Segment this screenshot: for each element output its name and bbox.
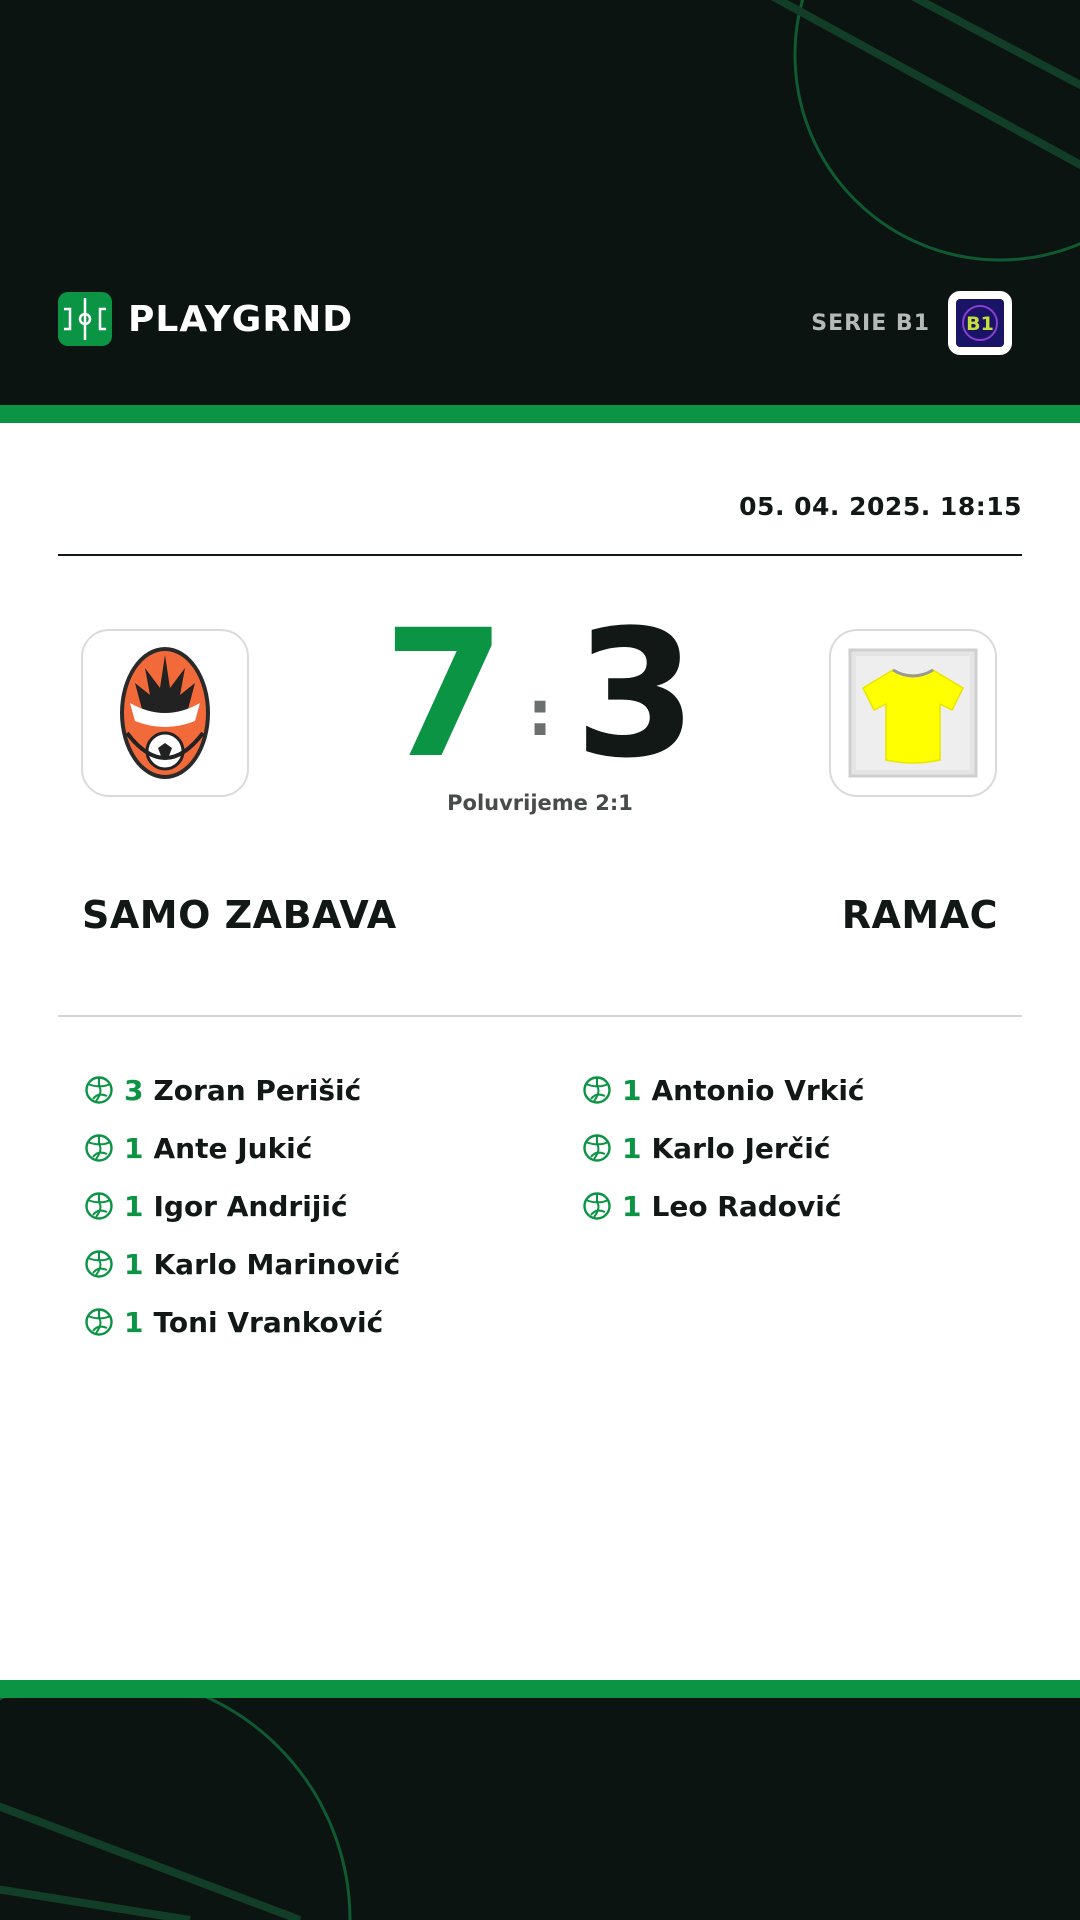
- goal-count: 1: [622, 1189, 642, 1223]
- league-logo-text: B1: [966, 313, 994, 335]
- scorer-name: Toni Vranković: [153, 1305, 384, 1339]
- home-team-name[interactable]: SAMO ZABAVA: [82, 893, 397, 937]
- soccer-ball-icon: [582, 1075, 612, 1105]
- scorer-name: Antonio Vrkić: [651, 1073, 865, 1107]
- away-team-name[interactable]: RAMAC: [841, 893, 998, 937]
- header-accent-stripe: [0, 405, 1080, 423]
- footer-accent-stripe: [0, 1680, 1080, 1698]
- soccer-ball-icon: [84, 1249, 114, 1279]
- soccer-ball-icon: [84, 1075, 114, 1105]
- league-name: SERIE B1: [811, 310, 930, 336]
- scorer-row[interactable]: [84, 1177, 400, 1235]
- scorer-row[interactable]: [582, 1061, 865, 1119]
- goal-count: 1: [124, 1305, 144, 1339]
- scorer-row[interactable]: [84, 1293, 400, 1351]
- soccer-ball-icon: [582, 1133, 612, 1163]
- home-team-crest[interactable]: [81, 629, 249, 797]
- away-score: 3: [574, 592, 697, 797]
- match-datetime: 05. 04. 2025. 18:15: [739, 492, 1022, 521]
- goal-count: 1: [622, 1073, 642, 1107]
- scorer-row[interactable]: [84, 1061, 400, 1119]
- scorer-name: Igor Andrijić: [153, 1189, 348, 1223]
- footer-band: [0, 1698, 1080, 1920]
- club-crest-icon: [115, 643, 215, 783]
- soccer-ball-icon: [84, 1191, 114, 1221]
- away-team-crest[interactable]: [829, 629, 997, 797]
- soccer-ball-icon: [84, 1133, 114, 1163]
- divider: [58, 554, 1022, 556]
- goal-count: 1: [622, 1131, 642, 1165]
- brand-name: PLAYGRND: [128, 298, 354, 340]
- scorer-name: Zoran Perišić: [153, 1073, 362, 1107]
- away-scorers-list: [582, 1061, 865, 1235]
- goal-count: 1: [124, 1131, 144, 1165]
- home-score: 7: [383, 592, 506, 797]
- goal-count: 3: [124, 1073, 144, 1107]
- league-logo: [948, 291, 1012, 355]
- field-lines-decoration: [0, 1698, 1080, 1920]
- halftime-score: Poluvrijeme 2:1: [447, 791, 633, 815]
- goal-count: 1: [124, 1189, 144, 1223]
- score-separator: :: [527, 676, 553, 750]
- soccer-ball-icon: [84, 1307, 114, 1337]
- scorer-name: Karlo Marinović: [153, 1247, 401, 1281]
- soccer-ball-icon: [582, 1191, 612, 1221]
- league[interactable]: [811, 291, 1012, 355]
- brand[interactable]: [58, 292, 353, 346]
- scoreboard: [340, 592, 740, 797]
- divider: [58, 1015, 1022, 1017]
- scorer-name: Karlo Jerčić: [651, 1131, 831, 1165]
- scorer-row[interactable]: [582, 1119, 865, 1177]
- header-band: [0, 0, 1080, 405]
- goal-count: 1: [124, 1247, 144, 1281]
- scorer-row[interactable]: [84, 1235, 400, 1293]
- scorer-row[interactable]: [84, 1119, 400, 1177]
- pitch-icon: [58, 292, 112, 346]
- scorer-name: Leo Radović: [651, 1189, 842, 1223]
- scorer-row[interactable]: [582, 1177, 865, 1235]
- home-scorers-list: [84, 1061, 400, 1351]
- scorer-name: Ante Jukić: [153, 1131, 313, 1165]
- jersey-icon: [848, 648, 978, 778]
